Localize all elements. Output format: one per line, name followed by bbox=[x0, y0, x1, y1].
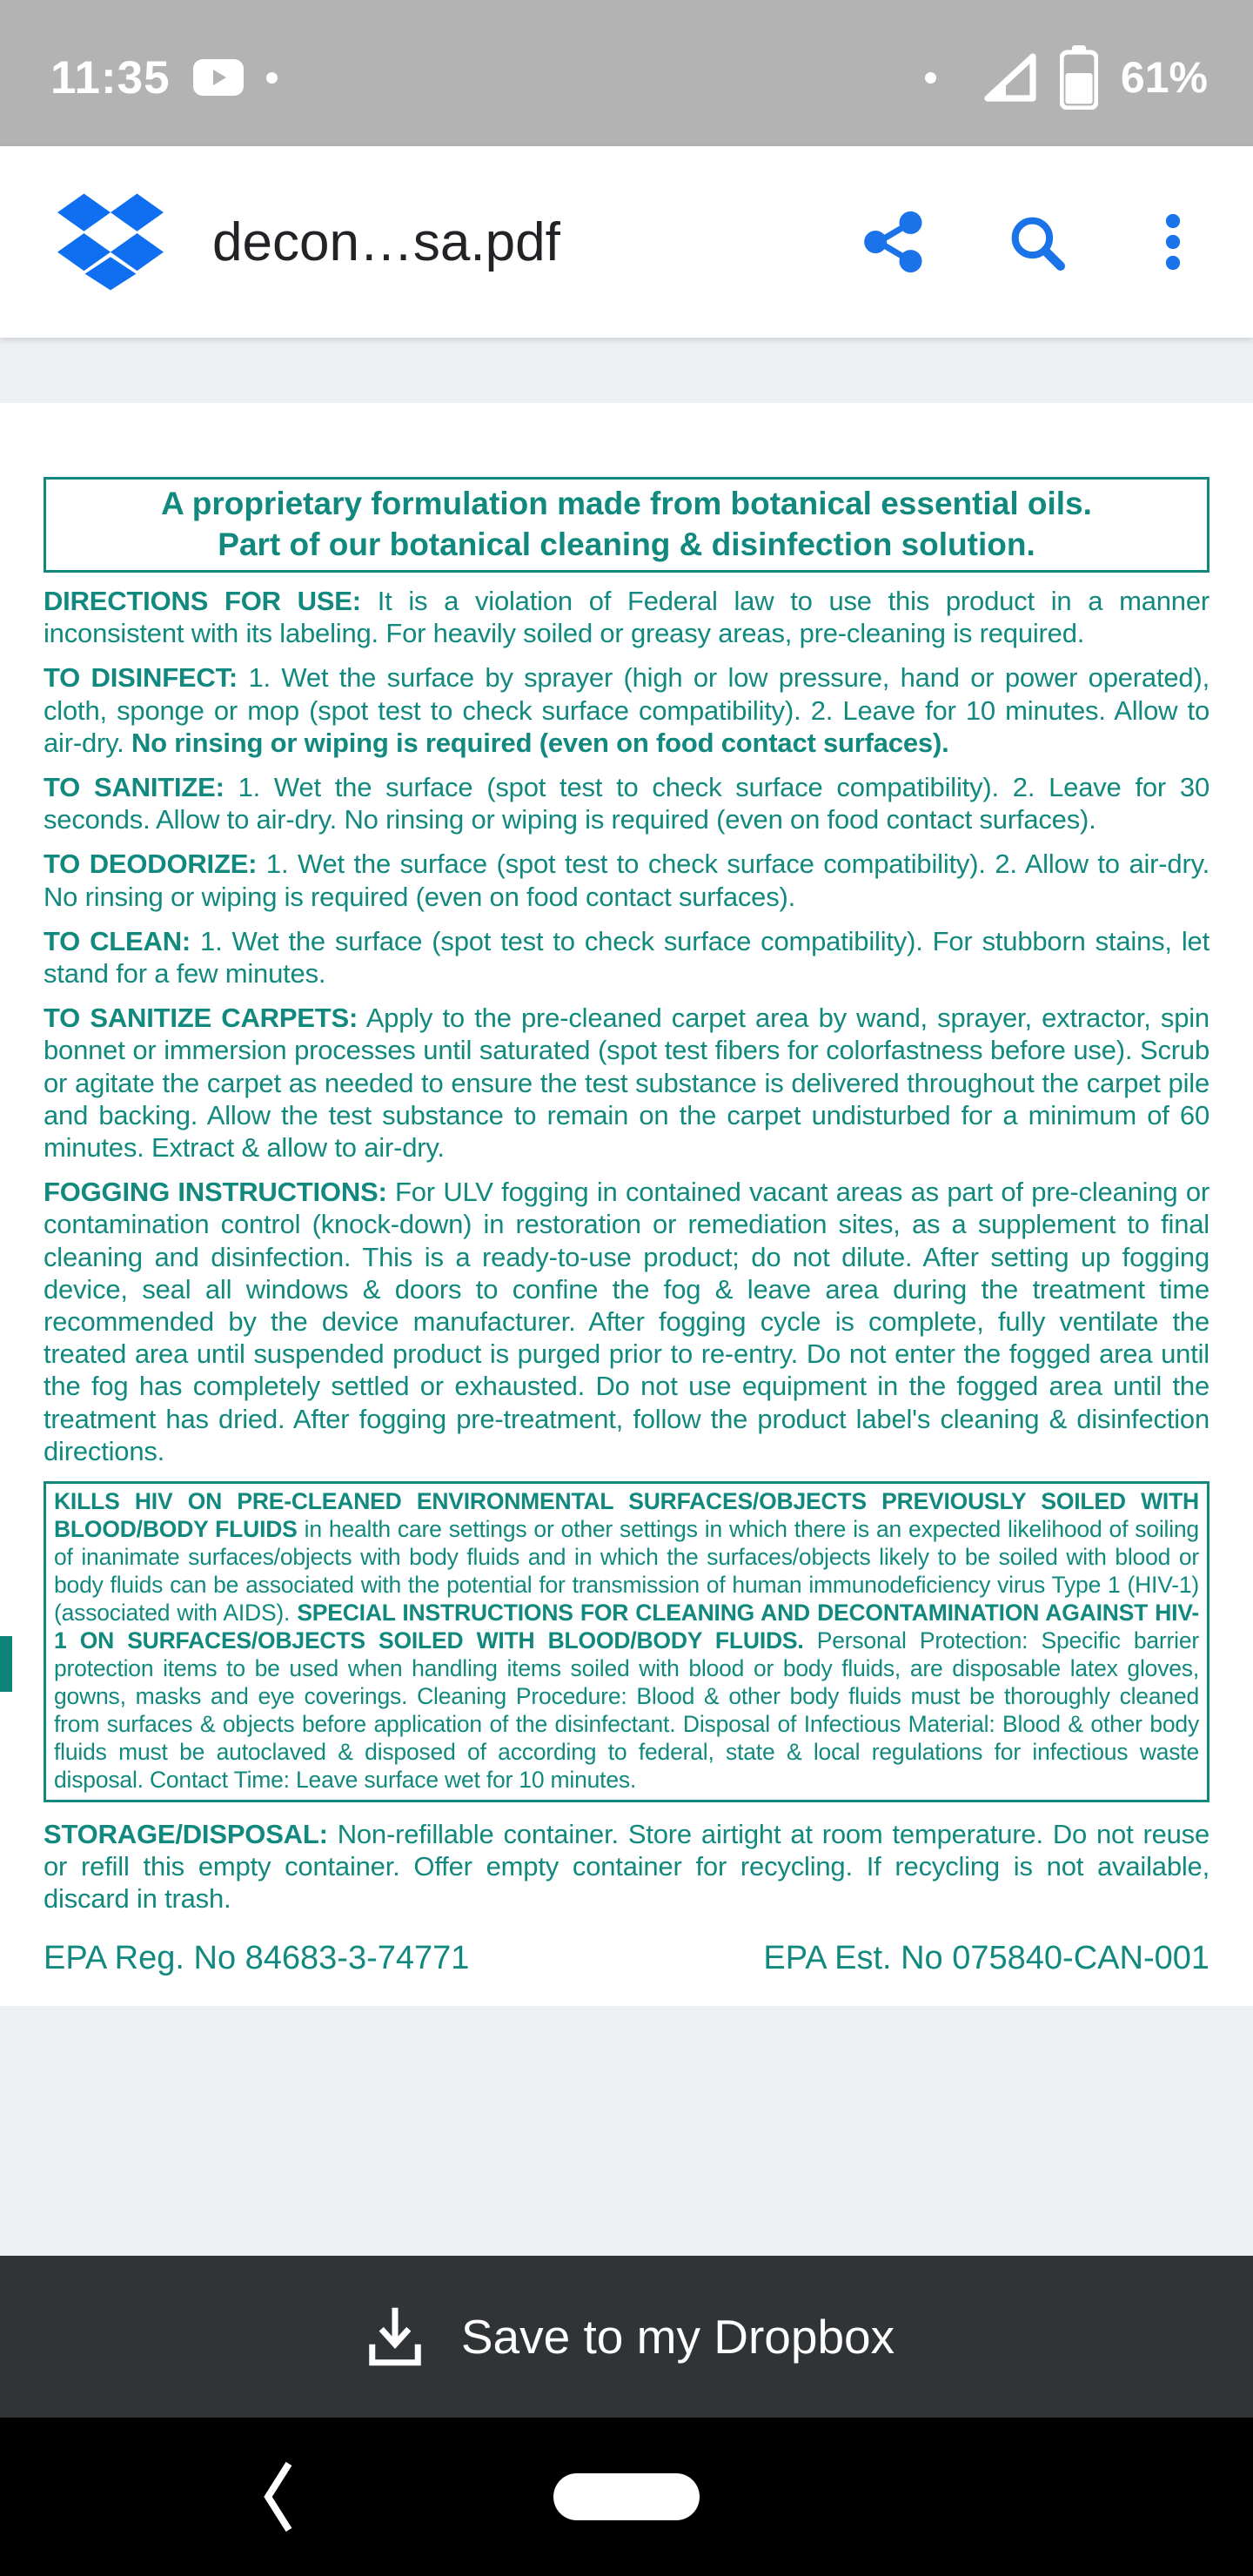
pdf-page bbox=[0, 403, 1253, 2006]
youtube-icon bbox=[193, 59, 244, 96]
content-gutter-top bbox=[0, 338, 1253, 403]
banner-line-2: Part of our botanical cleaning & disinfection solution. bbox=[218, 527, 1035, 562]
overflow-menu-button[interactable] bbox=[1145, 211, 1201, 273]
battery-percent: 61% bbox=[1120, 53, 1208, 102]
doc-paragraph: TO DEODORIZE: 1. Wet the surface (spot test to check surface compatibility). 2. Allow to air-dry. No rinsing or wiping is required (even on food contact surfaces). bbox=[44, 849, 1209, 912]
banner-line-1: A proprietary formulation made from botanical essential oils. bbox=[161, 486, 1092, 521]
doc-paragraph: FOGGING INSTRUCTIONS: For ULV fogging in contained vacant areas as part of pre-cleaning or contamination control (knock-down) in restoration or remediation sites, as a supplement to final cleaning and disinfection. This is a ready-to-use product; do not dilute. After setting up fogging device, seal all windows & doors to confine the fog & leave area during the treatment time recommended by the device manufacturer. After fogging cycle is complete, fully ventilate the treated area until suspended product is purged prior to re-entry. Do not enter the fogged area until the fog has completely settled or exhausted. Do not use equipment in the fogged area until the treatment has dried. After fogging pre-treatment, follow the product label's cleaning & disinfection directions. bbox=[44, 1177, 1209, 1466]
cellular-signal-icon bbox=[983, 52, 1037, 103]
doc-paragraph: TO DISINFECT: 1. Wet the surface by sprayer (high or low pressure, hand or power operated), cloth, sponge or mop (spot test to check surface compatibility). 2. Leave for 10 minutes. Allow to air-dry. No rinsing or wiping is required (even on food contact surfaces). bbox=[44, 662, 1209, 758]
content-gutter-bottom bbox=[0, 2006, 1253, 2256]
storage-text: Non-refillable container. Store airtight at room temperature. Do not reuse or refill this empty container. Offer empty container for recycling. If recycling is not available, discard in trash. bbox=[44, 1819, 1209, 1915]
storage-disposal-paragraph bbox=[44, 1818, 1209, 1915]
share-button[interactable] bbox=[860, 208, 928, 276]
epa-est-number: EPA Est. No 075840-CAN-001 bbox=[763, 1939, 1209, 1976]
status-bar bbox=[0, 0, 1253, 146]
doc-paragraph: DIRECTIONS FOR USE: It is a violation of Federal law to use this product in a manner inconsistent with its labeling. For heavily soiled or greasy areas, pre-cleaning is required. bbox=[44, 586, 1209, 649]
save-to-dropbox-button[interactable] bbox=[0, 2256, 1253, 2418]
header-actions bbox=[860, 208, 1201, 276]
status-bar-right bbox=[925, 45, 1208, 110]
search-button[interactable] bbox=[1004, 210, 1069, 274]
hiv-instructions-box: KILLS HIV ON PRE-CLEANED ENVIRONMENTAL SURFACES/OBJECTS PREVIOUSLY SOILED WITH BLOOD/BODY FLUIDS in health care settings or other settings in which there is an expected likelihood of soiling of inanimate surfaces/objects with body fluids and in which the surfaces/objects likely to be soiled with blood or body fluids can be associated with the potential for transmission of human immunodeficiency virus Type 1 (HIV-1) (associated with AIDS). SPECIAL INSTRUCTIONS FOR CLEANING AND DECONTAMINATION AGAINST HIV-1 ON SURFACES/OBJECTS SOILED WITH BLOOD/BODY FLUIDS. Personal Protection: Specific barrier protection items to be used when handling items soiled with blood or body fluids, are disposable latex gloves, gowns, masks and eye coverings. Cleaning Procedure: Blood & other body fluids must be thoroughly cleaned from surfaces & objects before application of the disinfectant. Disposal of Infectious Material: Blood & other body fluids must be autoclaved & disposed of according to federal, state & local regulations for infectious waste disposal. Contact Time: Leave surface wet for 10 minutes. bbox=[44, 1481, 1209, 1802]
doc-paragraphs bbox=[44, 585, 1209, 1467]
overflow-menu-icon bbox=[1145, 211, 1201, 273]
search-icon bbox=[1004, 210, 1069, 274]
doc-paragraph: TO SANITIZE CARPETS: Apply to the pre-cleaned carpet area by wand, sprayer, extractor, spin bonnet or immersion processes until saturated (spot test fibers for colorfastness before use). Scrub or agitate the carpet as needed to ensure the test substance is delivered throughout the carpet pile and backing. Allow the test substance to remain on the carpet undisturbed for a minimum of 60 minutes. Extract & allow to air-dry. bbox=[44, 1003, 1209, 1164]
epa-row bbox=[44, 1940, 1209, 1977]
status-clock: 11:35 bbox=[50, 51, 171, 104]
back-button[interactable] bbox=[258, 2455, 298, 2539]
share-icon bbox=[860, 208, 928, 276]
notification-dot-icon bbox=[266, 72, 278, 84]
status-dot-icon bbox=[925, 72, 936, 84]
epa-reg-number: EPA Reg. No 84683-3-74771 bbox=[44, 1939, 470, 1976]
banner-box bbox=[44, 477, 1209, 573]
battery-icon bbox=[1060, 45, 1098, 110]
status-bar-left bbox=[50, 51, 278, 104]
home-pill[interactable] bbox=[553, 2473, 700, 2520]
download-icon bbox=[358, 2300, 432, 2373]
navigation-bar bbox=[0, 2418, 1253, 2576]
doc-paragraph: TO CLEAN: 1. Wet the surface (spot test to check surface compatibility). For stubborn stains, let stand for a few minutes. bbox=[44, 925, 1209, 989]
dropbox-logo-icon bbox=[57, 193, 164, 291]
doc-body bbox=[44, 585, 1209, 1977]
save-button-label: Save to my Dropbox bbox=[460, 2310, 895, 2364]
doc-paragraph: TO SANITIZE: 1. Wet the surface (spot test to check surface compatibility). 2. Leave for 30 seconds. Allow to air-dry. No rinsing or wiping is required (even on food contact surfaces). bbox=[44, 772, 1209, 835]
back-chevron-icon bbox=[258, 2455, 298, 2539]
app-header bbox=[0, 146, 1253, 338]
storage-label: STORAGE/DISPOSAL: bbox=[44, 1819, 328, 1850]
document-title: decon…sa.pdf bbox=[212, 211, 560, 272]
scroll-indicator[interactable] bbox=[0, 1636, 12, 1692]
